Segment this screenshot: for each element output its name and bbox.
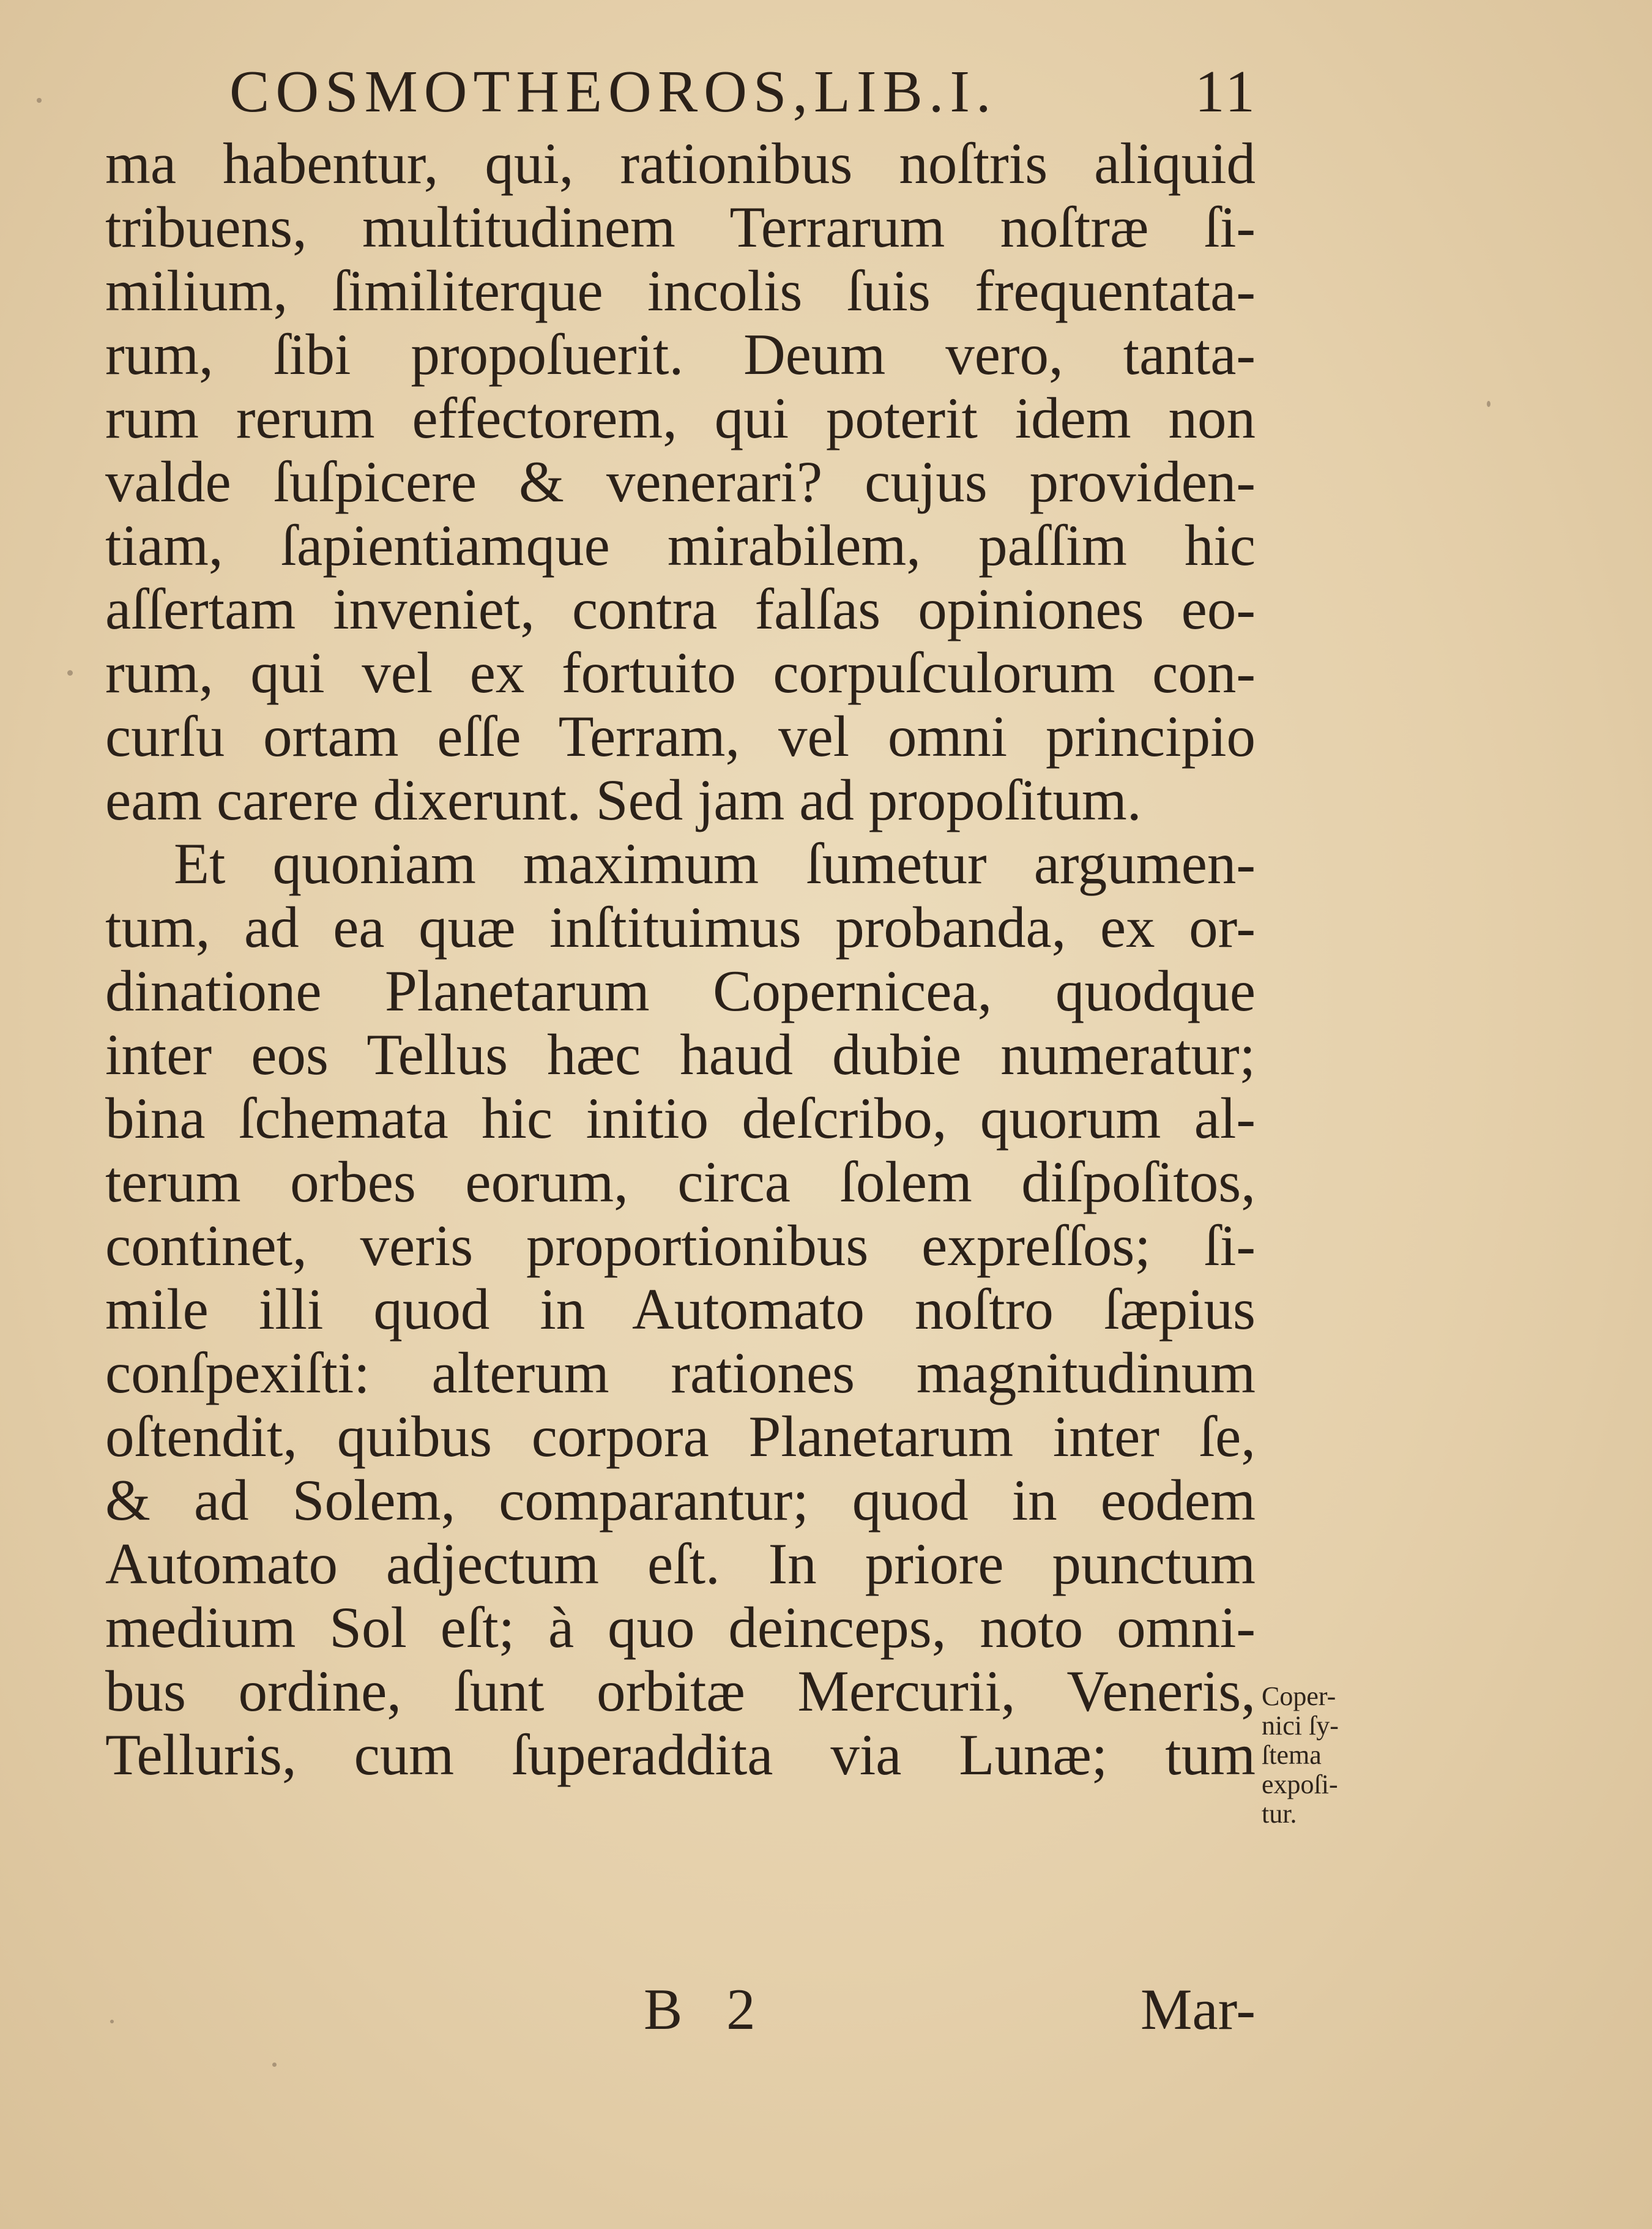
text-line: eam carere dixerunt. Sed jam ad propoſitum. [105,767,1142,832]
margin-note-line: nici ſy- [1262,1711,1339,1741]
text-line: bus ordine, ſunt orbitæ Mercurii, Veneris, [105,1659,1256,1723]
paper-speck [37,98,42,103]
text-line: Et quoniam maximum ſumetur argumen- [174,831,1256,896]
text-line: tum, ad ea quæ inſtituimus probanda, ex or- [105,895,1256,960]
text-line: mile illi quod in Automato noſtro ſæpius [105,1277,1256,1342]
text-line: inter eos Tellus hæc haud dubie numeratur; [105,1022,1256,1087]
text-line: ma habentur, qui, rationibus noſtris aliquid [105,131,1256,196]
paper-speck [272,2063,277,2067]
margin-note [1262,1682,1402,1829]
text-line: milium, ſimiliterque incolis ſuis frequentata- [105,258,1256,323]
text-line: rum rerum effectorem, qui poterit idem non [105,386,1256,450]
text-line: Automato adjectum eſt. In priore punctum [105,1531,1256,1596]
text-line: rum, qui vel ex fortuito corpuſculorum con- [105,640,1256,705]
margin-note-line: Coper- [1262,1681,1336,1711]
page-header [229,58,1257,125]
text-line: Telluris, cum ſuperaddita via Lunæ; tum [105,1722,1256,1787]
text-line: oſtendit, quibus corpora Planetarum inter ſe, [105,1404,1256,1469]
text-line: rum, ſibi propoſuerit. Deum vero, tanta- [105,322,1256,387]
text-line: tribuens, multitudinem Terrarum noſtræ ſi- [105,195,1256,259]
paper-speck [1487,401,1490,407]
main-text [105,132,1256,1787]
running-title: COSMOTHEOROS,LIB.I. [229,59,997,125]
text-line: dinatione Planetarum Copernicea, quodque [105,958,1256,1023]
paper-speck [67,670,73,676]
margin-note-line: tur. [1262,1799,1297,1829]
paper-speck [110,2020,114,2023]
text-line: & ad Solem, comparantur; quod in eodem [105,1468,1256,1533]
text-line: aſſertam inveniet, contra falſas opiniones eo- [105,577,1256,641]
signature-mark: B 2 [644,1977,770,2042]
text-line: terum orbes eorum, circa ſolem diſpoſitos, [105,1149,1256,1214]
page-footer [105,1976,1256,2043]
text-line: medium Sol eſt; à quo deinceps, noto omni- [105,1595,1256,1660]
text-line: bina ſchemata hic initio deſcribo, quorum al- [105,1086,1256,1151]
margin-note-line: ſtema [1262,1740,1322,1770]
text-line: continet, veris proportionibus expreſſos; ſi- [105,1213,1256,1278]
text-line: tiam, ſapientiamque mirabilem, paſſim hic [105,513,1256,578]
text-line: valde ſuſpicere & venerari? cujus providen- [105,449,1256,514]
text-line: conſpexiſti: alterum rationes magnitudinum [105,1340,1256,1405]
margin-note-line: expoſi- [1262,1769,1338,1799]
text-line: curſu ortam eſſe Terram, vel omni principio [105,704,1256,769]
page-number: 11 [1194,59,1257,125]
catchword: Mar- [1140,1977,1256,2042]
